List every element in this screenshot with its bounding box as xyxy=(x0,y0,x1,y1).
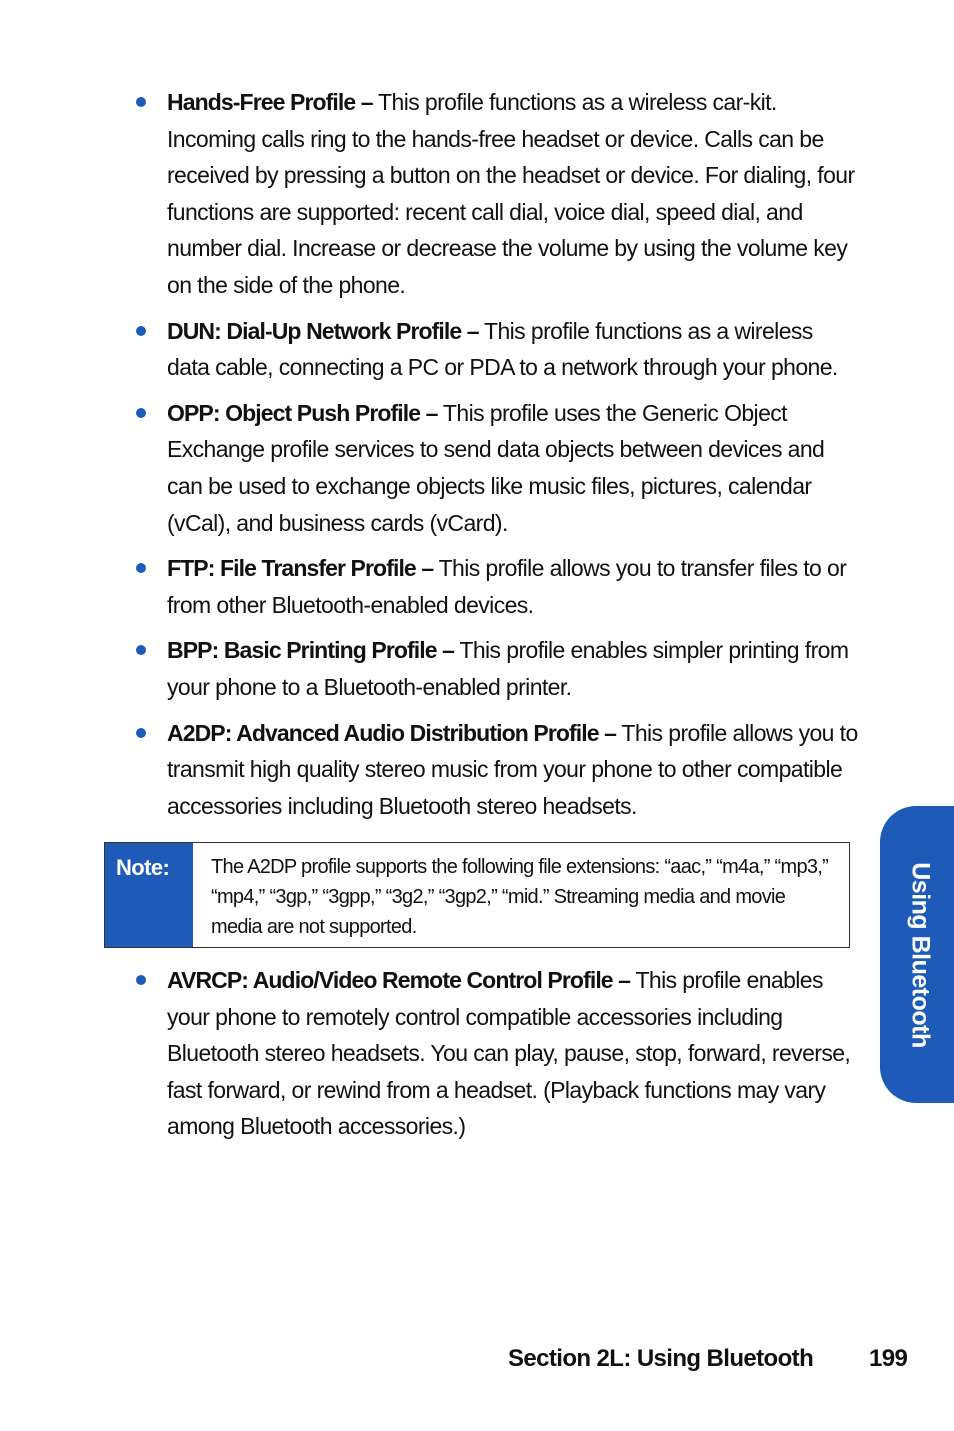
profile-term: AVRCP: Audio/Video Remote Control Profile – xyxy=(167,967,631,993)
bullet-icon xyxy=(136,97,146,107)
profile-item-opp xyxy=(130,395,860,541)
page-number: 199 xyxy=(869,1345,908,1372)
profile-description: This profile enables simpler printing from your phone to a Bluetooth-enabled printer. xyxy=(167,637,849,700)
bullet-icon xyxy=(136,408,146,418)
bullet-icon xyxy=(136,728,146,738)
bullet-icon xyxy=(136,563,146,573)
note-label: Note: xyxy=(105,843,193,947)
profile-description: This profile functions as a wireless data cable, connecting a PC or PDA to a network through your phone. xyxy=(167,317,838,381)
profile-item-bpp xyxy=(130,632,860,705)
profile-item-ftp xyxy=(130,550,860,623)
profile-description: This profile allows you to transfer files to or from other Bluetooth-enabled devices. xyxy=(167,555,847,618)
profile-description: This profile uses the Generic Object Exchange profile services to send data objects between devices and can be used to exchange objects like music files, pictures, calendar (vCal), and business cards (vCard). xyxy=(167,399,825,536)
profile-item-dun xyxy=(130,313,860,386)
profile-description: This profile enables your phone to remotely control compatible accessories including Bluetooth stereo headsets. You can play, pause, stop, forward, reverse, fast forward, or rewind from a headset. (Playback functions may vary among Bluetooth accessories.) xyxy=(167,967,851,1140)
bullet-icon xyxy=(136,326,146,336)
profile-list-bottom xyxy=(130,962,860,1154)
side-tab-label: Using Bluetooth xyxy=(906,861,935,1048)
section-side-tab xyxy=(880,806,954,1103)
profile-term: DUN: Dial-Up Network Profile – xyxy=(167,317,479,344)
note-text: The A2DP profile supports the following file extensions: “aac,” “m4a,” “mp3,” “mp4,” “3gp,” “3gpp,” “3g2,” “3gp2,” “mid.” Streaming media and movie media are not supported. xyxy=(193,843,849,947)
profile-term: A2DP: Advanced Audio Distribution Profile – xyxy=(167,719,617,746)
profile-description: This profile allows you to transmit high quality stereo music from your phone to other compatible accessories including Bluetooth stereo headsets. xyxy=(167,719,858,819)
profile-list-top xyxy=(130,84,860,833)
bullet-icon xyxy=(136,975,146,985)
footer-section-title: Section 2L: Using Bluetooth xyxy=(508,1345,814,1372)
profile-term: BPP: Basic Printing Profile – xyxy=(167,637,455,664)
profile-item-a2dp xyxy=(130,715,860,825)
profile-term: Hands-Free Profile – xyxy=(167,89,373,115)
profile-term: FTP: File Transfer Profile – xyxy=(167,555,434,582)
profile-term: OPP: Object Push Profile – xyxy=(167,399,438,426)
profile-item-hands-free xyxy=(130,84,860,304)
profile-item-avrcp xyxy=(130,962,860,1145)
profile-description: This profile functions as a wireless car-kit. Incoming calls ring to the hands-free headset or device. Calls can be received by pressing a button on the headset or device. For dialing, four functions are supported: recent call dial, voice dial, speed dial, and number dial. Increase or decrease the volume by using the volume key on the side of the phone. xyxy=(167,89,855,298)
note-box xyxy=(104,842,850,948)
bullet-icon xyxy=(136,645,146,655)
